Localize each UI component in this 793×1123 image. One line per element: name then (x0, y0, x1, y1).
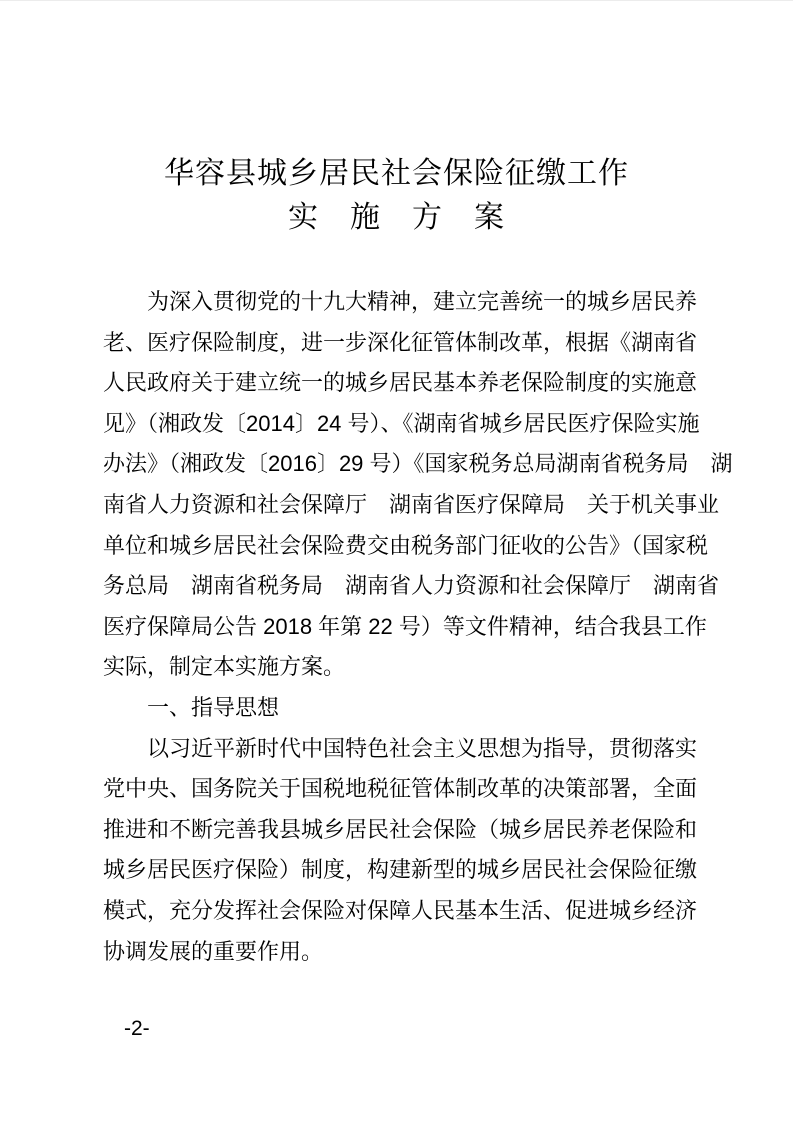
paragraph-line: 为深入贯彻党的十九大精神，建立完善统一的城乡居民养 (147, 289, 698, 314)
paragraph-line: 协调发展的重要作用。 (103, 938, 324, 964)
page-number: -2- (124, 1017, 150, 1040)
paragraph-line: 人民政府关于建立统一的城乡居民基本养老保险制度的实施意 (103, 370, 698, 396)
title-line-1: 华容县城乡居民社会保险征缴工作 (164, 157, 629, 190)
document-body (103, 282, 733, 972)
paragraph-line: 南省人力资源和社会保障厅 湖南省医疗保障局 关于机关事业 (103, 491, 720, 517)
section-heading: 一、指导思想 (147, 694, 280, 720)
paragraph-line: 实际，制定本实施方案。 (103, 654, 346, 680)
paragraph-line: 见》（湘政发〔2014〕24 号）、《湖南省城乡居民医疗保险实施 (103, 410, 700, 436)
paragraph-line: 城乡居民医疗保险）制度，构建新型的城乡居民社会保险征缴 (103, 857, 698, 883)
paragraph-line: 推进和不断完善我县城乡居民社会保险（城乡居民养老保险和 (103, 816, 698, 842)
title-line-2: 实 施 方 案 (288, 201, 505, 234)
paragraph-line: 单位和城乡居民社会保险费交由税务部门征收的公告》（国家税 (103, 532, 709, 558)
paragraph-line: 医疗保障局公告 2018 年第 22 号）等文件精神，结合我县工作 (103, 613, 707, 639)
paragraph-line: 党中央、国务院关于国税地税征管体制改革的决策部署，全面 (103, 776, 698, 802)
paragraph-line: 办法》（湘政发〔2016〕29 号）《国家税务总局湖南省税务局 湖 (103, 451, 733, 477)
paragraph-line: 以习近平新时代中国特色社会主义思想为指导，贯彻落实 (147, 735, 698, 761)
paragraph-line: 老、医疗保险制度，进一步深化征管体制改革，根据《湖南省 (103, 329, 698, 355)
paragraph-line: 模式，充分发挥社会保险对保障人民基本生活、促进城乡经济 (103, 897, 698, 923)
document-title (0, 152, 793, 240)
paragraph-line: 务总局 湖南省税务局 湖南省人力资源和社会保障厅 湖南省 (103, 573, 720, 599)
